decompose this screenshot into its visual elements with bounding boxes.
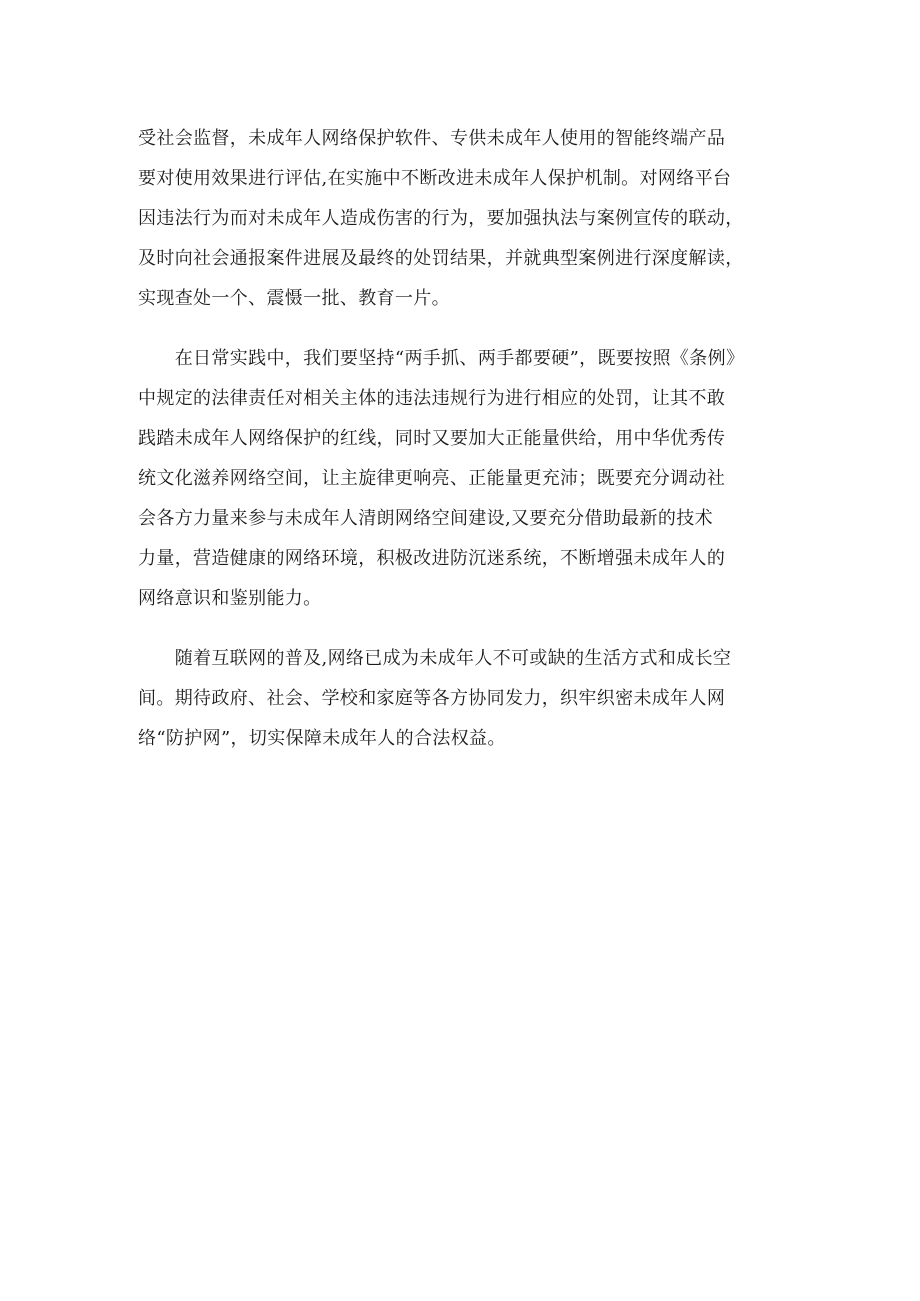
paragraph-3 (138, 639, 798, 759)
text-line: 受社会监督，未成年人网络保护软件、专供未成年人使用的智能终端产品 (138, 128, 726, 149)
paragraph-gap (138, 619, 798, 639)
paragraph-1 (138, 119, 798, 319)
text-line: 力量，营造健康的网络环境，积极改进防沉迷系统，不断增强未成年人的 (138, 548, 726, 569)
text-line: 因违法行为而对未成年人造成伤害的行为，要加强执法与案例宣传的联动， (138, 208, 744, 229)
paragraph-2 (138, 339, 798, 619)
text-line: 中规定的法律责任对相关主体的违法违规行为进行相应的处罚，让其不敢 (138, 388, 726, 409)
text-line: 随着互联网的普及,网络已成为未成年人不可或缺的生活方式和成长空 (138, 648, 732, 669)
text-line: 及时向社会通报案件进展及最终的处罚结果，并就典型案例进行深度解读， (138, 248, 744, 269)
text-line: 在日常实践中，我们要坚持“两手抓、两手都要硬”，既要按照《条例》 (138, 348, 745, 369)
text-line: 间。期待政府、社会、学校和家庭等各方协同发力，织牢织密未成年人网 (138, 688, 726, 709)
text-line: 网络意识和鉴别能力。 (138, 588, 322, 609)
text-line: 践踏未成年人网络保护的红线，同时又要加大正能量供给，用中华优秀传 (138, 428, 726, 449)
text-line: 统文化滋养网络空间，让主旋律更响亮、正能量更充沛；既要充分调动社 (138, 468, 726, 489)
text-line: 要对使用效果进行评估,在实施中不断改进未成年人保护机制。对网络平台 (138, 168, 732, 189)
text-line: 实现查处一个、震慑一批、教育一片。 (138, 288, 450, 309)
paragraph-gap (138, 319, 798, 339)
document-body (138, 119, 798, 759)
text-line: 络“防护网”，切实保障未成年人的合法权益。 (138, 728, 506, 749)
text-line: 会各方力量来参与未成年人清朗网络空间建设,又要充分借助最新的技术 (138, 508, 713, 529)
